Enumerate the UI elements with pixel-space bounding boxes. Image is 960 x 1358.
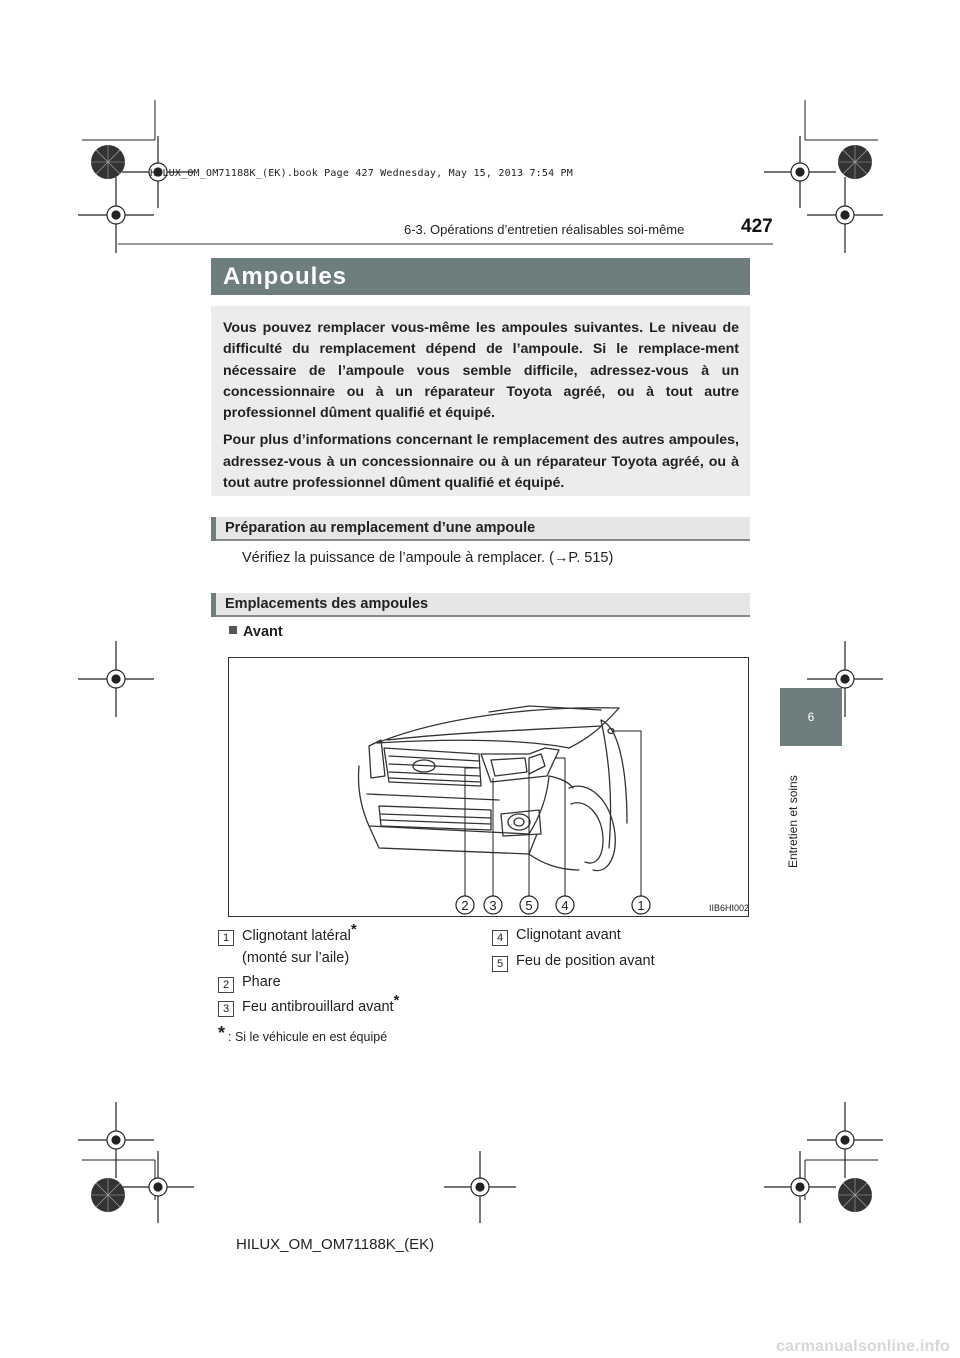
legend-label: Feu de position avant [516,953,655,969]
chapter-label: Entretien et soins [786,775,800,868]
legend-sublabel: (monté sur l’aile) [242,950,350,966]
intro-paragraph: Pour plus d’informations concernant le remplacement des autres ampoules, adressez-vous à un concessionnaire ou à un réparateur Toyota agréé, ou à tout autre professionnel dûment qualifié et équipé. [223,432,739,492]
asterisk-icon: * [393,992,400,1009]
legend-number: 4 [492,930,508,946]
legend-label: Phare [242,974,281,990]
document-code: HILUX_OM_OM71188K_(EK) [236,1236,435,1253]
prep-text: Vérifiez la puissance de l’ampoule à remplacer. (→P. 515) [242,550,614,566]
legend-item [492,954,508,972]
intro-paragraph: Vous pouvez remplacer vous-même les ampoules suivantes. Le niveau de difficulté du remplacement dépend de l’ampoule. Si le remplace-ment nécessaire de l’ampoule vous semble difficile, adressez-vous à un concessionnaire ou à un réparateur Toyota agréé, ou à tout autre professionnel dûment qualifié et équipé. [223,320,739,422]
legend-label: Clignotant avant [516,927,621,943]
legend-number: 5 [492,956,508,972]
section-label: 6-3. Opérations d’entretien réalisables soi-même [404,222,685,237]
figure-code: IIB6HI002 [709,903,748,913]
vehicle-front-illustration [229,658,748,916]
watermark: carmanualsonline.info [776,1338,951,1355]
locations-heading: Emplacements des ampoules [211,593,750,617]
legend-number: 2 [218,977,234,993]
square-bullet-icon [229,626,237,634]
header-divider [118,243,773,245]
callout-number: 4 [561,898,569,913]
footnote: * : Si le véhicule en est équipé [218,1023,388,1044]
legend-number: 3 [218,1001,234,1017]
page-title-bar [211,258,750,295]
legend-item [218,928,234,946]
chapter-number: 6 [807,710,815,724]
legend-number: 1 [218,930,234,946]
legend-label: Feu antibrouillard avant* [242,992,400,1015]
legend-item [218,999,234,1017]
callout-number: 5 [525,898,533,913]
legend-item [492,928,508,946]
front-subheading: Avant [229,624,283,640]
asterisk-icon: * [350,921,357,938]
print-header: HILUX_OM_OM71188K_(EK).book Page 427 Wednesday, May 15, 2013 7:54 PM [150,168,573,179]
intro-box [211,306,750,496]
asterisk-icon: * [218,1023,226,1043]
legend-label: Clignotant latéral* [242,921,357,944]
prep-heading: Préparation au remplacement d’une ampoule [211,517,750,541]
chapter-tab [780,688,842,746]
callout-number: 2 [461,898,469,913]
callout-number: 3 [489,898,497,913]
callout-number: 1 [637,898,645,913]
bulb-location-figure [228,657,749,917]
legend-item [218,975,234,993]
page-title: Ampoules [223,263,348,290]
page-number: 427 [741,216,773,237]
